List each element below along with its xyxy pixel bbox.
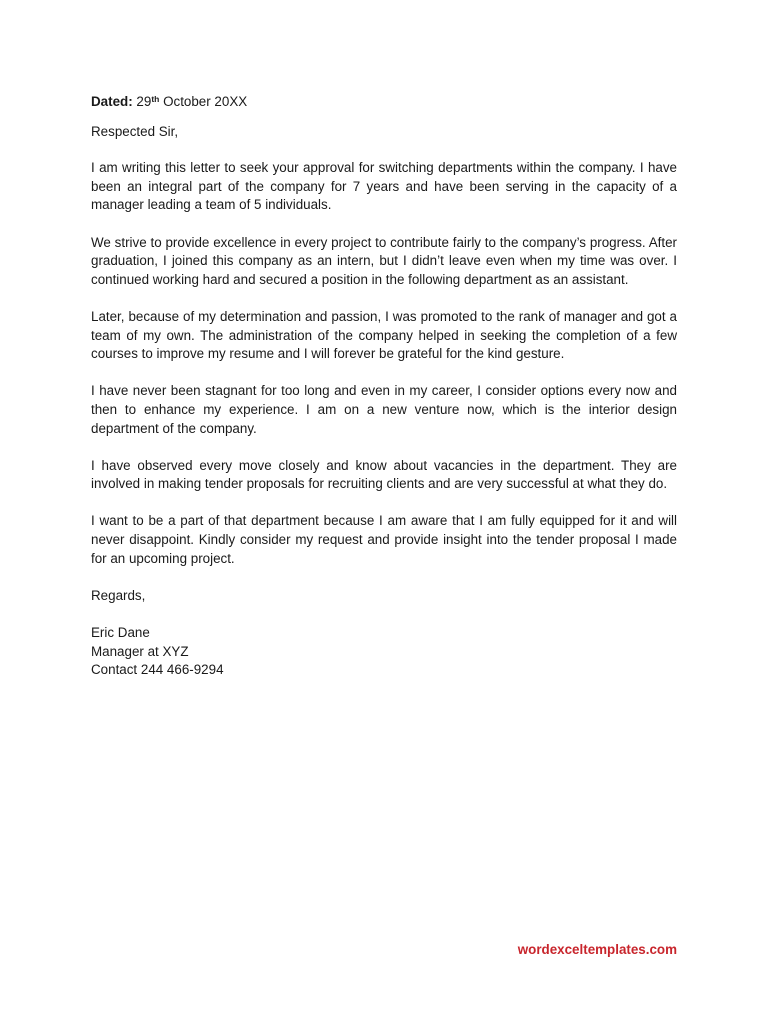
signature-block xyxy=(91,624,677,680)
body-paragraph-4: I have never been stagnant for too long and even in my career, I consider options every now and then to enhance my experience. I am on a new venture now, which is the interior design department of the company. xyxy=(91,383,677,436)
letter-body xyxy=(91,93,677,680)
footer-website-link[interactable]: wordexceltemplates.com xyxy=(517,942,677,957)
body-paragraph-6: I want to be a part of that department because I am aware that I am fully equipped for it and will never disappoint. Kindly consider my request and provide insight into the tender proposal I made for an upcoming project. xyxy=(91,513,677,566)
signature-title: Manager at XYZ xyxy=(91,643,189,659)
date-day-suffix: th xyxy=(151,94,160,104)
date-label: Dated: xyxy=(91,94,133,109)
signature-name: Eric Dane xyxy=(91,625,150,641)
salutation: Respected Sir, xyxy=(91,123,179,139)
date-day: 29 xyxy=(136,94,152,109)
date-line xyxy=(91,93,677,112)
signature-contact: Contact 244 466-9294 xyxy=(91,662,224,678)
body-paragraph-1: I am writing this letter to seek your approval for switching departments within the company. I have been an integral part of the company for 7 years and have been serving in the capacity of a manager leading a team of 5 individuals. xyxy=(91,160,677,213)
closing: Regards, xyxy=(91,587,146,603)
date-month-year: October 20XX xyxy=(163,94,248,109)
body-paragraph-5: I have observed every move closely and know about vacancies in the department. They are involved in making tender proposals for recruiting clients and are very successful at what they do. xyxy=(91,457,677,492)
body-paragraph-2: We strive to provide excellence in every project to contribute fairly to the company’s progress. After graduation, I joined this company as an intern, but I didn’t leave even when my time was over. I continued working hard and secured a position in the following department as an assistant. xyxy=(91,234,677,287)
body-paragraph-3: Later, because of my determination and passion, I was promoted to the rank of manager and got a team of my own. The administration of the company helped in seeking the completion of a few courses to improve my resume and I will forever be grateful for the kind gesture. xyxy=(91,308,677,362)
